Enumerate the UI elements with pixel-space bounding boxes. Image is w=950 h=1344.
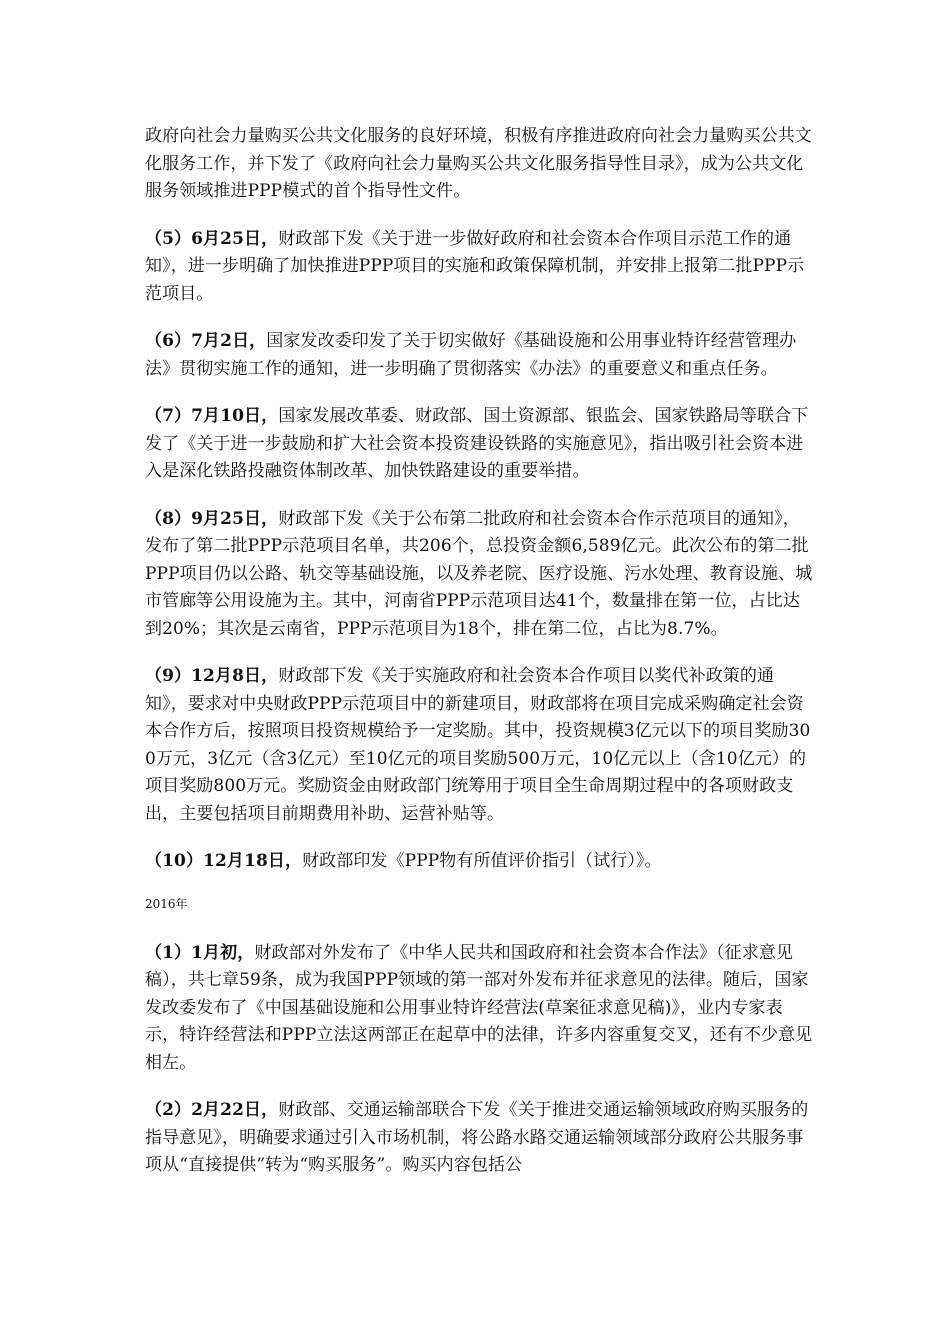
paragraph-2015-item-6 [145, 328, 815, 383]
paragraph-2015-item-7 [145, 403, 815, 486]
paragraph-2015-item-5 [145, 226, 815, 309]
paragraph-text: 财政部下发《关于实施政府和社会资本合作项目以奖代补政策的通知》，要求对中央财政PPP示范项目中的新建项目，财政部将在项目完成采购确定社会资本合作方后，按照项目投资规模给予一定奖励。其中，投资规模3亿元以下的项目奖励300万元，3亿元（含3亿元）至10亿元的项目奖励500万元，10亿元以上（含10亿元）的项目奖励800万元。奖励资金由财政部门统筹用于项目全生命周期过程中的各项财政支出，主要包括项目前期费用补助、运营补贴等。 [145, 666, 811, 824]
paragraph-label: （2）2月22日， [145, 1100, 279, 1120]
paragraph-2015-cont [145, 123, 815, 206]
paragraph-2015-item-9 [145, 663, 815, 828]
paragraph-text: 财政部下发《关于进一步做好政府和社会资本合作项目示范工作的通知》，进一步明确了加快推进PPP项目的实施和政策保障机制，并安排上报第二批PPP示范项目。 [145, 228, 805, 304]
paragraph-2015-item-8 [145, 506, 815, 644]
paragraph-text: 财政部印发《PPP物有所值评价指引（试行）》。 [302, 851, 662, 871]
paragraph-text: 财政部对外发布了《中华人民共和国政府和社会资本合作法》（征求意见稿），共七章59条，成为我国PPP领域的第一部对外发布并征求意见的法律。随后，国家发改委发布了《中国基础设施和公用事业特许经营法(草案征求意见稿)》，业内专家表示，特许经营法和PPP立法这两部正在起草中的法律，许多内容重复交叉，还有不少意见相左。 [145, 942, 813, 1073]
paragraph-2016-item-1 [145, 940, 815, 1078]
paragraph-2015-item-10 [145, 848, 815, 876]
paragraph-label: （6）7月2日， [145, 331, 267, 351]
paragraph-label: （8）9月25日， [145, 508, 279, 529]
document-page [145, 123, 815, 1200]
paragraph-label: （7）7月10日， [145, 406, 279, 426]
paragraph-label: （1）1月初， [145, 942, 255, 963]
paragraph-text: 国家发展改革委、财政部、国土资源部、银监会、国家铁路局等联合下发了《关于进一步鼓励和扩大社会资本投资建设铁路的实施意见》，指出吸引社会资本进入是深化铁路投融资体制改革、加快铁路建设的重要举措。 [145, 406, 809, 481]
year-heading: 2016年 [145, 896, 188, 911]
paragraph-text: 财政部、交通运输部联合下发《关于推进交通运输领域政府购买服务的指导意见》，明确要求通过引入市场机制，将公路水路交通运输领域部分政府公共服务事项从“直接提供”转为“购买服务”。购买内容包括公 [145, 1100, 809, 1175]
paragraph-label: （9）12月8日， [145, 666, 279, 686]
paragraph-label: （5）6月25日， [145, 228, 279, 249]
paragraph-label: （10）12月18日， [145, 851, 303, 871]
paragraph-text: 财政部下发《关于公布第二批政府和社会资本合作示范项目的通知》，发布了第二批PPP示范项目名单，共206个，总投资金额6,589亿元。此次公布的第二批PPP项目仍以公路、轨交等基础设施，以及养老院、医疗设施、污水处理、教育设施、城市管廊等公用设施为主。其中，河南省PPP示范项目达41个，数量排在第一位，占比达到20%；其次是云南省，PPP示范项目为18个，排在第二位，占比为8.7%。 [145, 508, 813, 639]
paragraph-text: 政府向社会力量购买公共文化服务的良好环境，积极有序推进政府向社会力量购买公共文化服务工作，并下发了《政府向社会力量购买公共文化服务指导性目录》，成为公共文化服务领域推进PPP模式的首个指导性文件。 [145, 126, 812, 201]
paragraph-text: 国家发改委印发了关于切实做好《基础设施和公用事业特许经营管理办法》贯彻实施工作的通知，进一步明确了贯彻落实《办法》的重要意义和重点任务。 [145, 331, 797, 379]
paragraph-2016-item-2 [145, 1097, 815, 1180]
